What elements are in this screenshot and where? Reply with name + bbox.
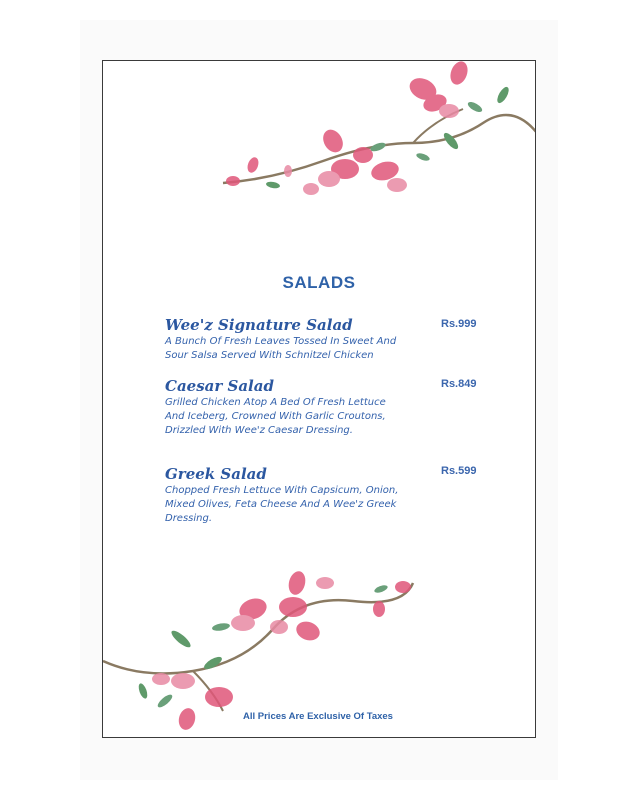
item-description: A Bunch Of Fresh Leaves Tossed In Sweet And Sour Salsa Served With Schnitzel Chicken [165, 336, 397, 361]
item-price: Rs.999 [441, 318, 477, 330]
item-name: Wee'z Signature Salad [165, 316, 353, 334]
menu-item [165, 377, 465, 438]
item-name: Caesar Salad [165, 377, 274, 395]
menu-item [165, 316, 465, 363]
footer-note: All Prices Are Exclusive Of Taxes [243, 711, 393, 722]
section-title: SALADS [282, 273, 356, 292]
menu-card [102, 60, 536, 738]
item-price: Rs.849 [441, 378, 477, 390]
item-price: Rs.599 [441, 465, 477, 477]
menu-item [165, 465, 465, 526]
item-name: Greek Salad [165, 465, 267, 483]
item-description: Grilled Chicken Atop A Bed Of Fresh Lettuce And Iceberg, Crowned With Garlic Croutons, Drizzled With Wee'z Caesar Dressing. [165, 397, 386, 436]
item-description: Chopped Fresh Lettuce With Capsicum, Onion, Mixed Olives, Feta Cheese And A Wee'z Greek Dressing. [165, 485, 399, 524]
flower-branch-top-icon [213, 61, 536, 221]
